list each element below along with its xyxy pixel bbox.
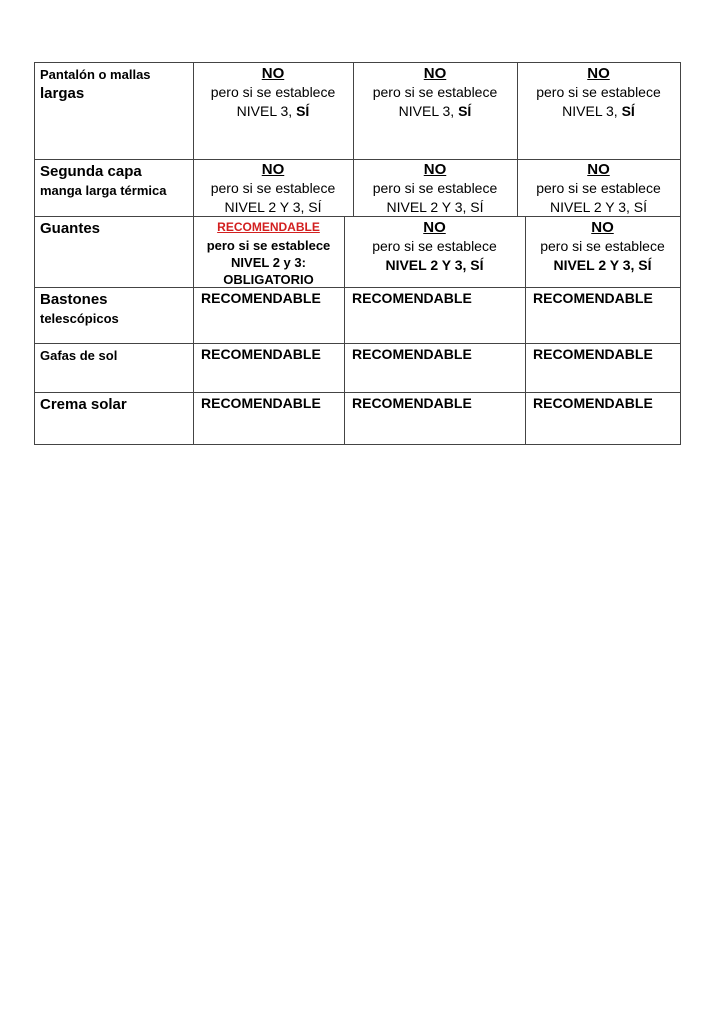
cell-segunda-capa-2: NO pero si se establece NIVEL 2 Y 3, SÍ	[372, 161, 498, 215]
table-border-left	[34, 62, 35, 445]
row-label-pantalon: Pantalón o mallas largas	[40, 67, 151, 102]
cell-crema-3: RECOMENDABLE	[533, 395, 653, 411]
table-border-bottom	[34, 444, 681, 445]
table-border-top	[34, 62, 681, 63]
cell-segunda-capa-3: NO pero si se establece NIVEL 2 Y 3, SÍ	[536, 161, 661, 215]
equipment-table	[34, 62, 681, 445]
cell-bastones-2: RECOMENDABLE	[352, 290, 472, 306]
cell-gafas-1: RECOMENDABLE	[201, 346, 321, 362]
cell-guantes-3: NO pero si se establece NIVEL 2 Y 3, SÍ	[540, 219, 665, 273]
row-divider	[34, 392, 681, 393]
cell-guantes-2: NO pero si se establece NIVEL 2 Y 3, SÍ	[372, 219, 497, 273]
cell-gafas-2: RECOMENDABLE	[352, 346, 472, 362]
cell-pantalon-3: NO pero si se establece NIVEL 3, SÍ	[536, 65, 661, 119]
cell-bastones-1: RECOMENDABLE	[201, 290, 321, 306]
cell-bastones-3: RECOMENDABLE	[533, 290, 653, 306]
cell-crema-1: RECOMENDABLE	[201, 395, 321, 411]
row-label-gafas: Gafas de sol	[40, 348, 118, 363]
row-label-guantes: Guantes	[40, 220, 101, 237]
cell-pantalon-2: NO pero si se establece NIVEL 3, SÍ	[372, 65, 498, 119]
cell-gafas-3: RECOMENDABLE	[533, 346, 653, 362]
cell-pantalon-1: NO pero si se establece NIVEL 3, SÍ	[210, 65, 336, 119]
row-divider	[34, 287, 681, 288]
row-label-segunda-capa: Segunda capa manga larga térmica	[40, 163, 167, 198]
row-label-crema: Crema solar	[40, 396, 127, 413]
table-border-right	[680, 62, 681, 445]
cell-segunda-capa-1: NO pero si se establece NIVEL 2 Y 3, SÍ	[210, 161, 336, 215]
cell-guantes-1: RECOMENDABLE pero si se establece NIVEL 2 y 3: OBLIGATORIO	[206, 220, 331, 287]
row-divider	[34, 343, 681, 344]
row-label-bastones: Bastones telescópicos	[40, 291, 119, 326]
cell-crema-2: RECOMENDABLE	[352, 395, 472, 411]
